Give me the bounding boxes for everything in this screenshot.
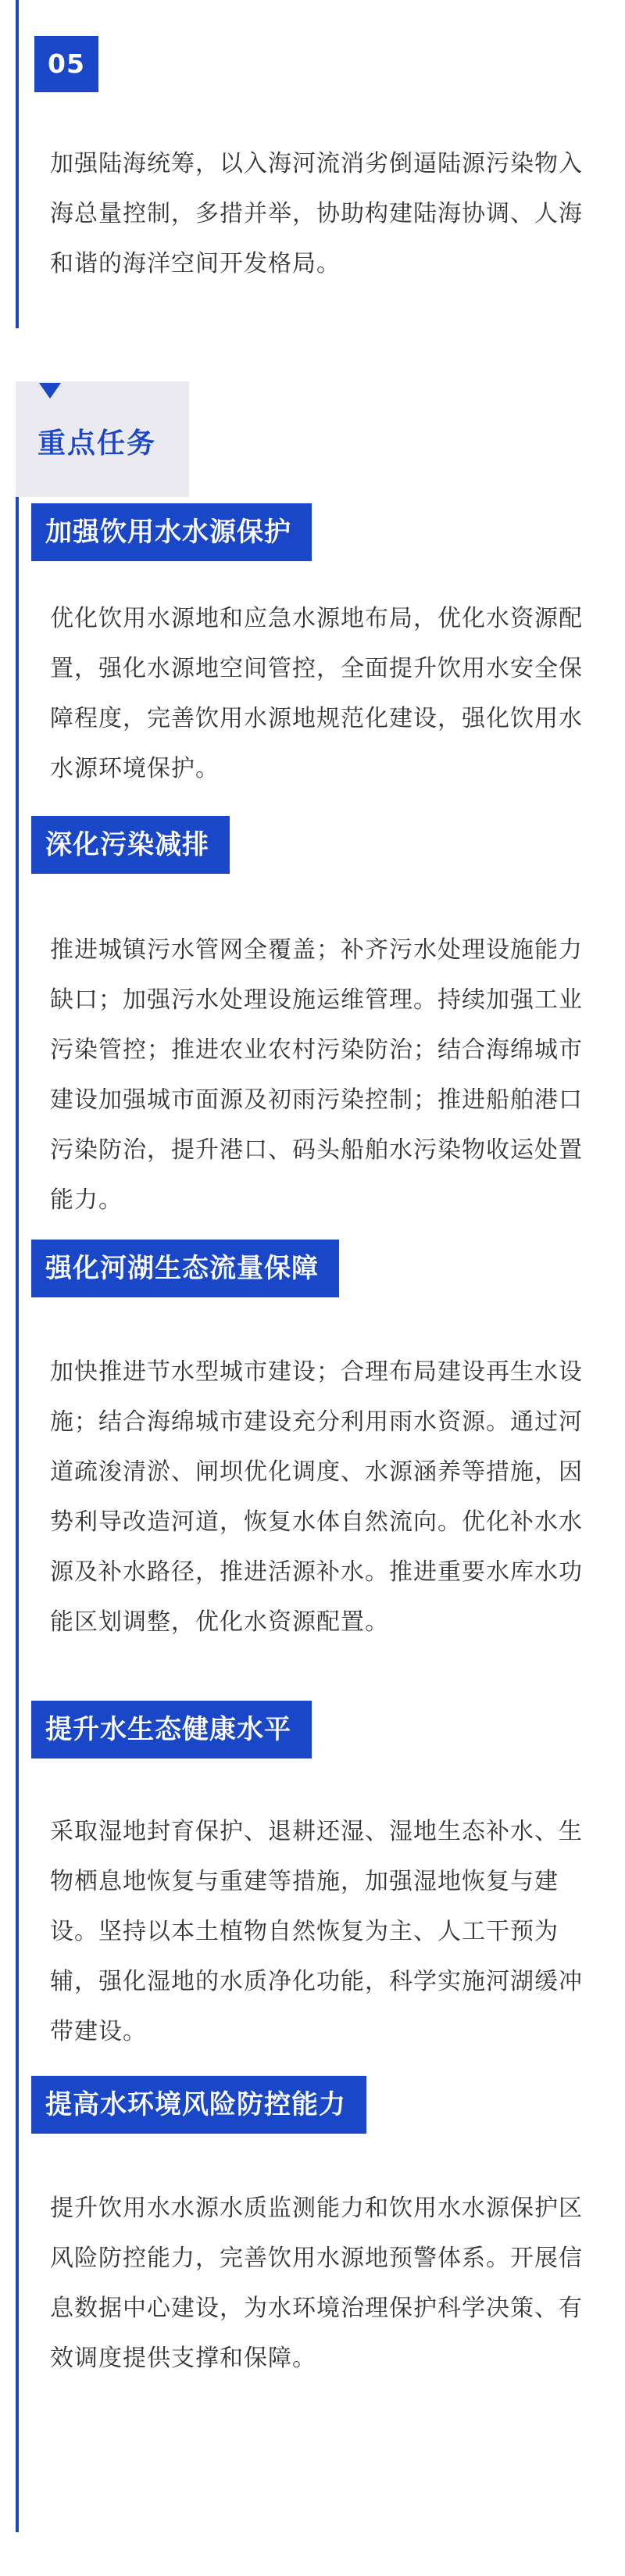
intro-vertical-rule bbox=[16, 0, 19, 328]
tasks-vertical-rule bbox=[16, 497, 19, 2532]
task-body: 提升饮用水水源水质监测能力和饮用水水源保护区风险防控能力，完善饮用水源地预警体系。开展信息数据中心建设，为水环境治理保护科学决策、有效调度提供支撑和保障。 bbox=[50, 2195, 583, 2372]
task-title: 提高水环境风险防控能力 bbox=[31, 2076, 366, 2134]
task-title: 加强饮用水水源保护 bbox=[31, 503, 312, 561]
task-body: 优化饮用水源地和应急水源地布局，优化水资源配置，强化水源地空间管控，全面提升饮用水安全保障程度，完善饮用水源地规范化建设，强化饮用水水源环境保护。 bbox=[50, 605, 583, 782]
task-title: 强化河湖生态流量保障 bbox=[31, 1240, 339, 1297]
task-body: 推进城镇污水管网全覆盖；补齐污水处理设施能力缺口；加强污水处理设施运维管理。持续加强工业污染管控；推进农业农村污染防治；结合海绵城市建设加强城市面源及初雨污染控制；推进船舶港口污染防治，提升港口、码头船舶水污染物收运处置能力。 bbox=[50, 936, 583, 1214]
key-tasks-heading: 重点任务 bbox=[38, 428, 157, 460]
triangle-down-icon bbox=[39, 383, 61, 399]
intro-paragraph: 加强陆海统筹，以入海河流消劣倒逼陆源污染物入海总量控制，多措并举，协助构建陆海协调、人海和谐的海洋空间开发格局。 bbox=[50, 150, 583, 277]
task-title: 深化污染减排 bbox=[31, 816, 230, 874]
task-title: 提升水生态健康水平 bbox=[31, 1701, 312, 1758]
key-tasks-section bbox=[0, 497, 625, 2532]
task-body: 加快推进节水型城市建设；合理布局建设再生水设施；结合海绵城市建设充分利用雨水资源。通过河道疏浚清淤、闸坝优化调度、水源涵养等措施，因势利导改造河道，恢复水体自然流向。优化补水水源及补水路径，推进活源补水。推进重要水库水功能区划调整，优化水资源配置。 bbox=[50, 1358, 583, 1636]
intro-section bbox=[0, 0, 625, 328]
task-body: 采取湿地封育保护、退耕还湿、湿地生态补水、生物栖息地恢复与重建等措施，加强湿地恢复与建设。坚持以本土植物自然恢复为主、人工干预为辅，强化湿地的水质净化功能，科学实施河湖缓冲带建设。 bbox=[50, 1818, 583, 2045]
section-number-badge: 05 bbox=[34, 36, 98, 92]
